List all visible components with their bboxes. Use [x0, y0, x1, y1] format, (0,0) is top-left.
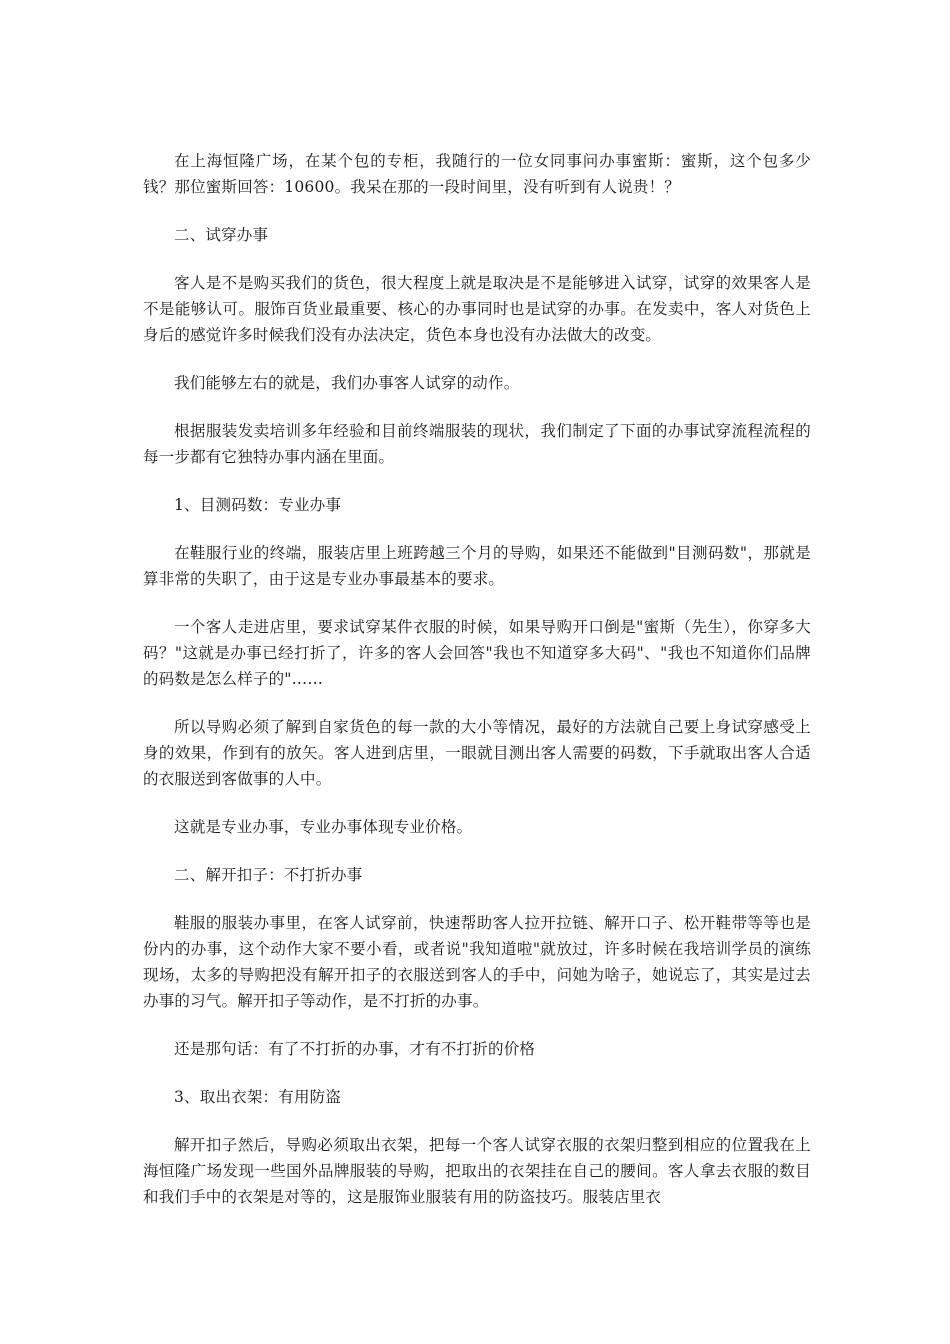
paragraph-hanger-antitheft: 解开扣子然后，导购必须取出衣架，把每一个客人试穿衣服的衣架归整到相应的位置我在上海恒隆广场发现一些国外品牌服装的导购，把取出的衣架挂在自己的腰间。客人拿去衣服的数目和我们手中的衣架是对等的，这是服饰业服装有用的防盗技巧。服装店里衣: [143, 1136, 811, 1206]
paragraph-try-on-importance: 客人是不是购买我们的货色，很大程度上就是取决是不是能够进入试穿，试穿的效果客人是不是能够认可。服饰百货业最重要、核心的办事同时也是试穿的办事。在发卖中，客人对货色上身后的感觉许多时候我们没有办法决定，货色本身也没有办法做大的改变。: [143, 274, 811, 344]
paragraph-professional-value: 这就是专业办事，专业办事体现专业价格。: [174, 818, 473, 836]
section-heading-try-on-service: 二、试穿办事: [174, 226, 269, 244]
paragraph-unbutton-service: 鞋服的服装办事里，在客人试穿前，快速帮助客人拉开拉链、解开口子、松开鞋带等等也是份内的办事，这个动作大家不要小看，或者说"我知道啦"就放过，许多时候在我培训学员的演练现场，太多的导购把没有解开扣子的衣服送到客人的手中，问她为啥子，她说忘了，其实是过去办事的习气。解开扣子等动作，是不打折的办事。: [143, 914, 811, 1010]
section-heading-hanger: 3、取出衣架：有用防盗: [174, 1088, 342, 1106]
paragraph-try-on-process: 根据服装发卖培训多年经验和目前终端服装的现状，我们制定了下面的办事试穿流程流程的每一步都有它独特办事内涵在里面。: [143, 422, 811, 466]
section-heading-unbutton: 二、解开扣子：不打折办事: [174, 866, 363, 884]
paragraph-intro: 在上海恒隆广场，在某个包的专柜，我随行的一位女同事问办事蜜斯：蜜斯，这个包多少钱？那位蜜斯回答：10600。我呆在那的一段时间里，没有听到有人说贵！？: [143, 152, 811, 196]
section-heading-size-estimate: 1、目测码数：专业办事: [174, 496, 342, 514]
paragraph-unbutton-summary: 还是那句话：有了不打折的办事，才有不打折的价格: [174, 1040, 536, 1058]
paragraph-size-estimate-example: 一个客人走进店里，要求试穿某件衣服的时候，如果导购开口倒是"蜜斯（先生），你穿多大码？"这就是办事已经打折了，许多的客人会回答"我也不知道穿多大码"、"我也不知道你们品牌的码数是怎么样子的"……: [143, 618, 811, 688]
paragraph-try-on-action: 我们能够左右的就是，我们办事客人试穿的动作。: [174, 374, 520, 392]
paragraph-size-estimate-method: 所以导购必须了解到自家货色的每一款的大小等情况，最好的方法就自己要上身试穿感受上身的效果，作到有的放矢。客人进到店里，一眼就目测出客人需要的码数，下手就取出客人合适的衣服送到客做事的人中。: [143, 718, 811, 788]
document-body: [143, 148, 811, 1232]
paragraph-size-estimate-requirement: 在鞋服行业的终端，服装店里上班跨越三个月的导购，如果还不能做到"目测码数"，那就是算非常的失职了，由于这是专业办事最基本的要求。: [143, 544, 811, 588]
